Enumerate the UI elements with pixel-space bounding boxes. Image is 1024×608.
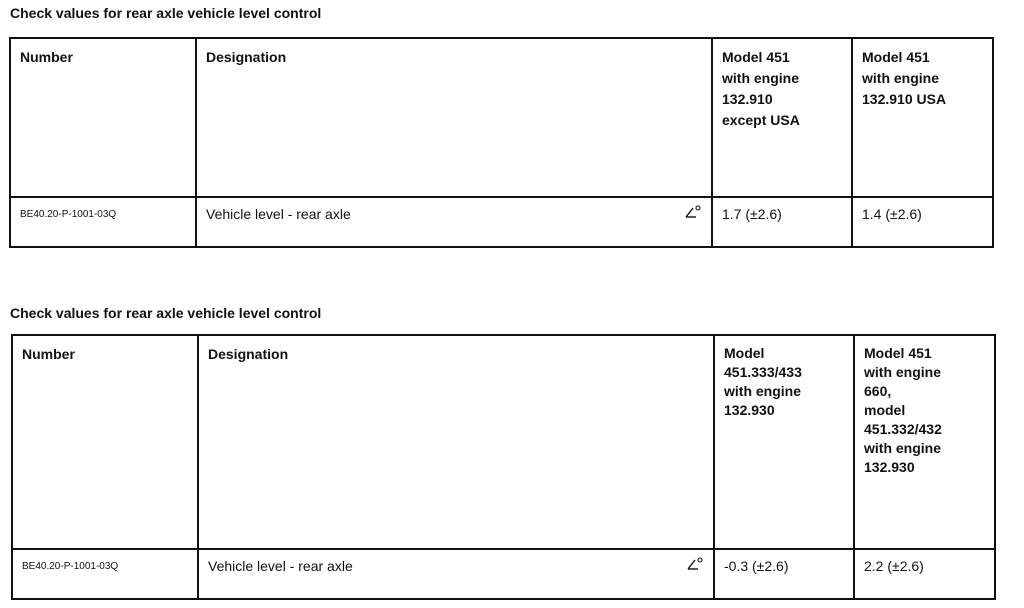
designation-value: Vehicle level - rear axle bbox=[206, 206, 351, 222]
number-value: BE40.20-P-1001-03Q bbox=[22, 561, 119, 572]
table-row bbox=[10, 197, 993, 247]
table-header-row bbox=[12, 335, 995, 549]
cell-designation bbox=[198, 549, 714, 599]
cell-number bbox=[12, 549, 198, 599]
value4: 1.4 (±2.6) bbox=[862, 206, 922, 222]
table-header-row bbox=[10, 38, 993, 197]
header-number-label: Number bbox=[20, 49, 73, 65]
section-title: Check values for rear axle vehicle level control bbox=[10, 5, 322, 21]
header-number bbox=[12, 335, 198, 549]
header-model-col4 bbox=[852, 38, 993, 197]
header-line: Model bbox=[724, 345, 765, 361]
section-title: Check values for rear axle vehicle level control bbox=[10, 305, 322, 321]
cell-value3 bbox=[714, 549, 854, 599]
header-line: 451.333/433 bbox=[724, 364, 802, 380]
header-line: with engine bbox=[862, 70, 939, 86]
designation-value: Vehicle level - rear axle bbox=[208, 558, 353, 574]
check-values-table bbox=[9, 37, 994, 248]
value3: -0.3 (±2.6) bbox=[724, 558, 789, 574]
angle-degree-icon bbox=[687, 557, 703, 571]
header-number bbox=[10, 38, 196, 197]
header-line: Model 451 bbox=[862, 49, 930, 65]
header-number-label: Number bbox=[22, 346, 75, 362]
cell-value4 bbox=[854, 549, 995, 599]
header-designation-label: Designation bbox=[208, 346, 289, 362]
header-line: 660, bbox=[864, 383, 892, 399]
header-line: 132.930 bbox=[724, 402, 775, 418]
header-line: with engine bbox=[864, 440, 941, 456]
header-line: 132.910 USA bbox=[862, 91, 947, 107]
header-line: with engine bbox=[722, 70, 799, 86]
header-designation bbox=[196, 38, 712, 197]
header-model-col3 bbox=[714, 335, 854, 549]
check-values-table bbox=[11, 334, 996, 600]
cell-value3 bbox=[712, 197, 852, 247]
header-line: Model 451 bbox=[864, 345, 932, 361]
header-designation bbox=[198, 335, 714, 549]
cell-number bbox=[10, 197, 196, 247]
number-value: BE40.20-P-1001-03Q bbox=[20, 209, 117, 220]
angle-degree-icon bbox=[685, 205, 701, 219]
header-model-col3 bbox=[712, 38, 852, 197]
header-line: 451.332/432 bbox=[864, 421, 942, 437]
header-line: with engine bbox=[724, 383, 801, 399]
value4: 2.2 (±2.6) bbox=[864, 558, 924, 574]
table-row bbox=[12, 549, 995, 599]
header-line: with engine bbox=[864, 364, 941, 380]
cell-designation bbox=[196, 197, 712, 247]
header-designation-label: Designation bbox=[206, 49, 287, 65]
header-line: except USA bbox=[722, 112, 800, 128]
header-line: 132.930 bbox=[864, 459, 915, 475]
header-line: Model 451 bbox=[722, 49, 790, 65]
header-line: 132.910 bbox=[722, 91, 773, 107]
header-model-col4 bbox=[854, 335, 995, 549]
value3: 1.7 (±2.6) bbox=[722, 206, 782, 222]
header-line: model bbox=[864, 402, 906, 418]
cell-value4 bbox=[852, 197, 993, 247]
